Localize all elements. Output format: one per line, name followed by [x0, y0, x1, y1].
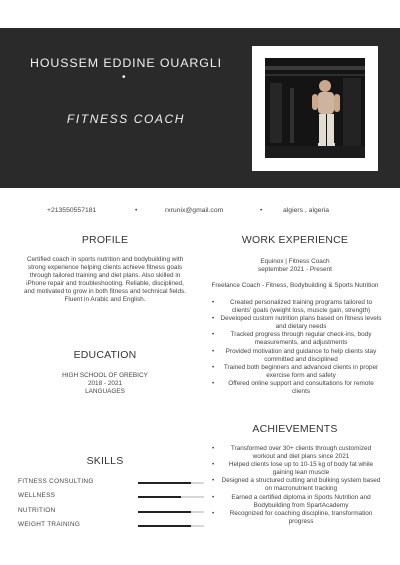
- achievements-heading: ACHIEVEMENTS: [252, 423, 338, 435]
- profile-photo-frame: [252, 46, 378, 171]
- skill-row: [18, 478, 188, 488]
- profile-text: Certified coach in sports nutrition and bodybuilding with strong experience helping clients achieve fitness goals through tailored training and diet plans. Also skilled in iPhone repair and troubleshooting. Reliable, disciplined, and motivated to grow in both fitness and technical fields. Fluent in Arabic and English.: [24, 256, 186, 304]
- contact-separator: •: [260, 207, 263, 214]
- skill-row: [18, 507, 188, 517]
- education-details: [20, 372, 190, 396]
- list-item: • Transformed over 30+ clients through customized workout and diet plans since 2021: [212, 445, 382, 461]
- skill-bar-fill: [138, 496, 181, 498]
- contact-separator: •: [135, 207, 138, 214]
- profile-photo: [265, 58, 365, 158]
- list-item: • Developed custom nutrition plans based on fitness levels and dietary needs: [212, 315, 382, 331]
- education-school: HIGH SCHOOL OF GREBICY: [62, 372, 148, 379]
- skill-row: [18, 521, 188, 531]
- job-title: FITNESS COACH: [66, 112, 186, 126]
- skill-label: FITNESS CONSULTING: [18, 478, 94, 485]
- experience-dates: september 2021 - Present: [258, 266, 332, 273]
- skill-bar: [138, 482, 204, 484]
- skill-bar: [138, 496, 204, 498]
- skill-label: NUTRITION: [18, 507, 56, 514]
- contact-location: algiers , algeria: [283, 207, 330, 214]
- skill-bar-fill: [138, 525, 191, 527]
- skill-label: WELLNESS: [18, 492, 56, 499]
- list-item: • Recognized for coaching discipline, transformation progress: [212, 510, 382, 526]
- list-item: • Offered online support and consultations for remote clients: [212, 380, 382, 396]
- list-item: • Created personalized training programs tailored to clients' goals (weight loss, muscle gain, strength): [212, 299, 382, 315]
- experience-company: Equinox | Fitness Coach: [260, 258, 330, 265]
- experience-list: [212, 299, 382, 396]
- list-item: • Earned a certified diploma in Sports Nutrition and Bodybuilding from SpartAcademy: [212, 494, 382, 510]
- list-item: • Helped clients lose up to 10-15 kg of body fat while gaining lean muscle: [212, 461, 382, 477]
- list-item: • Designed a structured cutting and bulking system based on macronutrient tracking: [212, 477, 382, 493]
- contact-email[interactable]: rxrunix@gmail.com: [165, 207, 224, 214]
- profile-heading: PROFILE: [81, 234, 129, 246]
- skill-label: WEIGHT TRAINING: [18, 521, 81, 528]
- skill-row: [18, 492, 188, 502]
- skill-bar-fill: [138, 482, 191, 484]
- list-item: • Provided motivation and guidance to help clients stay committed and disciplined: [212, 348, 382, 364]
- skill-bar: [138, 525, 204, 527]
- education-languages: LANGUAGES: [85, 388, 125, 396]
- skills-heading: SKILLS: [86, 455, 124, 467]
- list-item: • Trained both beginners and advanced clients in proper exercise form and safety: [212, 364, 382, 380]
- education-years: 2018 - 2021: [87, 380, 123, 388]
- title-separator: •: [122, 72, 126, 83]
- contact-phone: +213550557181: [47, 207, 97, 214]
- top-margin: [0, 0, 400, 28]
- experience-heading: WORK EXPERIENCE: [241, 234, 349, 246]
- skill-bar: [138, 511, 204, 513]
- list-item: • Tracked progress through regular check-ins, body measurements, and adjustments: [212, 331, 382, 347]
- experience-role: Freelance Coach - Fitness, Bodybuilding & Sports Nutrition: [211, 282, 379, 289]
- skill-bar-fill: [138, 511, 191, 513]
- education-heading: EDUCATION: [73, 349, 137, 361]
- achievements-list: [212, 445, 382, 526]
- name-heading: HOUSSEM EDDINE OUARGLI: [30, 56, 222, 70]
